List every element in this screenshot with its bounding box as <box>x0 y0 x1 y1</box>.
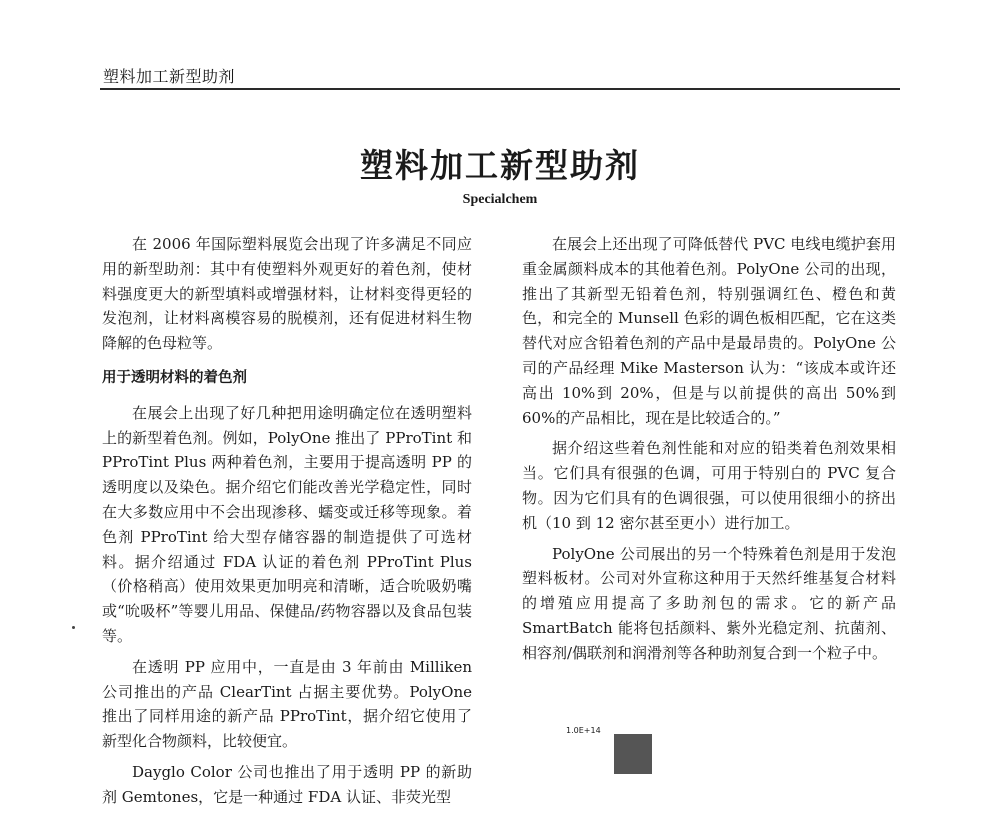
paragraph: PolyOne 公司展出的另一个特殊着色剂是用于发泡塑料板材。公司对外宣称这种用于天然纤维基复合材料的增殖应用提高了多助剂包的需求。它的新产品 SmartBatch 能将包括颜料、紫外光稳定剂、抗菌剂、相容剂/偶联剂和润滑剂等各种助剂复合到一个粒子中。 <box>522 544 896 662</box>
right-column <box>522 232 896 672</box>
paragraph: 据介绍这些着色剂性能和对应的铅类着色剂效果相当。它们具有很强的色调，可用于特别白的 PVC 复合物。因为它们具有的色调很强，可以使用很细小的挤出机（10 到 12 密尔甚至更小）进行加工。 <box>522 439 896 532</box>
header-rule <box>100 88 900 90</box>
paragraph: Dayglo Color 公司也推出了用于透明 PP 的新助剂 Gemtones，它是一种通过 FDA 认证、非荧光型 <box>102 762 472 806</box>
figure-axis-tick: 1.0E+14 <box>566 726 601 735</box>
paragraph: 在透明 PP 应用中，一直是由 3 年前由 Milliken 公司推出的产品 ClearTint 占据主要优势。PolyOne 推出了同样用途的新产品 PProTint，据介绍它使用了新型化合物颜料，比较便宜。 <box>102 657 472 751</box>
paragraph: 在展会上还出现了可降低替代 PVC 电线电缆护套用重金属颜料成本的其他着色剂。PolyOne 公司的出现，推出了其新型无铅着色剂，特别强调红色、橙色和黄色，和完全的 Munsell 色彩的调色板相匹配，它在这类替代对应含铅着色剂的产品中是最昂贵的。PolyOne 公司的产品经理 Mike Masterson 认为：“该成本或许还高出 10%到 20%，但是与以前提供的高出 50%到 60%的产品相比，现在是比较适合的。” <box>522 235 896 427</box>
left-column <box>102 232 472 816</box>
figure-fragment <box>566 722 686 762</box>
figure-bar <box>614 734 652 774</box>
scan-speck <box>72 626 75 629</box>
article-source: Specialchem <box>462 192 538 207</box>
running-header-title: 塑料加工新型助剂 <box>103 67 236 86</box>
article-title: 塑料加工新型助剂 <box>360 146 640 185</box>
paragraph: 在 2006 年国际塑料展览会出现了许多满足不同应用的新型助剂：其中有使塑料外观更好的着色剂，使材料强度更大的新型填料或增强材料，让材料变得更轻的发泡剂，让材料离模容易的脱模剂，还有促进材料生物降解的色母粒等。 <box>102 235 472 353</box>
paragraph: 在展会上出现了好几种把用途明确定位在透明塑料上的新型着色剂。例如，PolyOne 推出了 PProTint 和 PProTint Plus 两种着色剂，主要用于提高透明 PP 的透明度以及染色。据介绍它们能改善光学稳定性，同时在大多数应用中不会出现渗移、蠕变或迁移等现象。着色剂 PProTint 给大型存储容器的制造提供了可选材料。据介绍通过 FDA 认证的着色剂 PProTint Plus（价格稍高）使用效果更加明亮和清晰，适合吮吸奶嘴或“吮吸杯”等婴儿用品、保健品/药物容器以及食品包装等。 <box>102 403 472 645</box>
section-heading: 用于透明材料的着色剂 <box>102 369 247 386</box>
